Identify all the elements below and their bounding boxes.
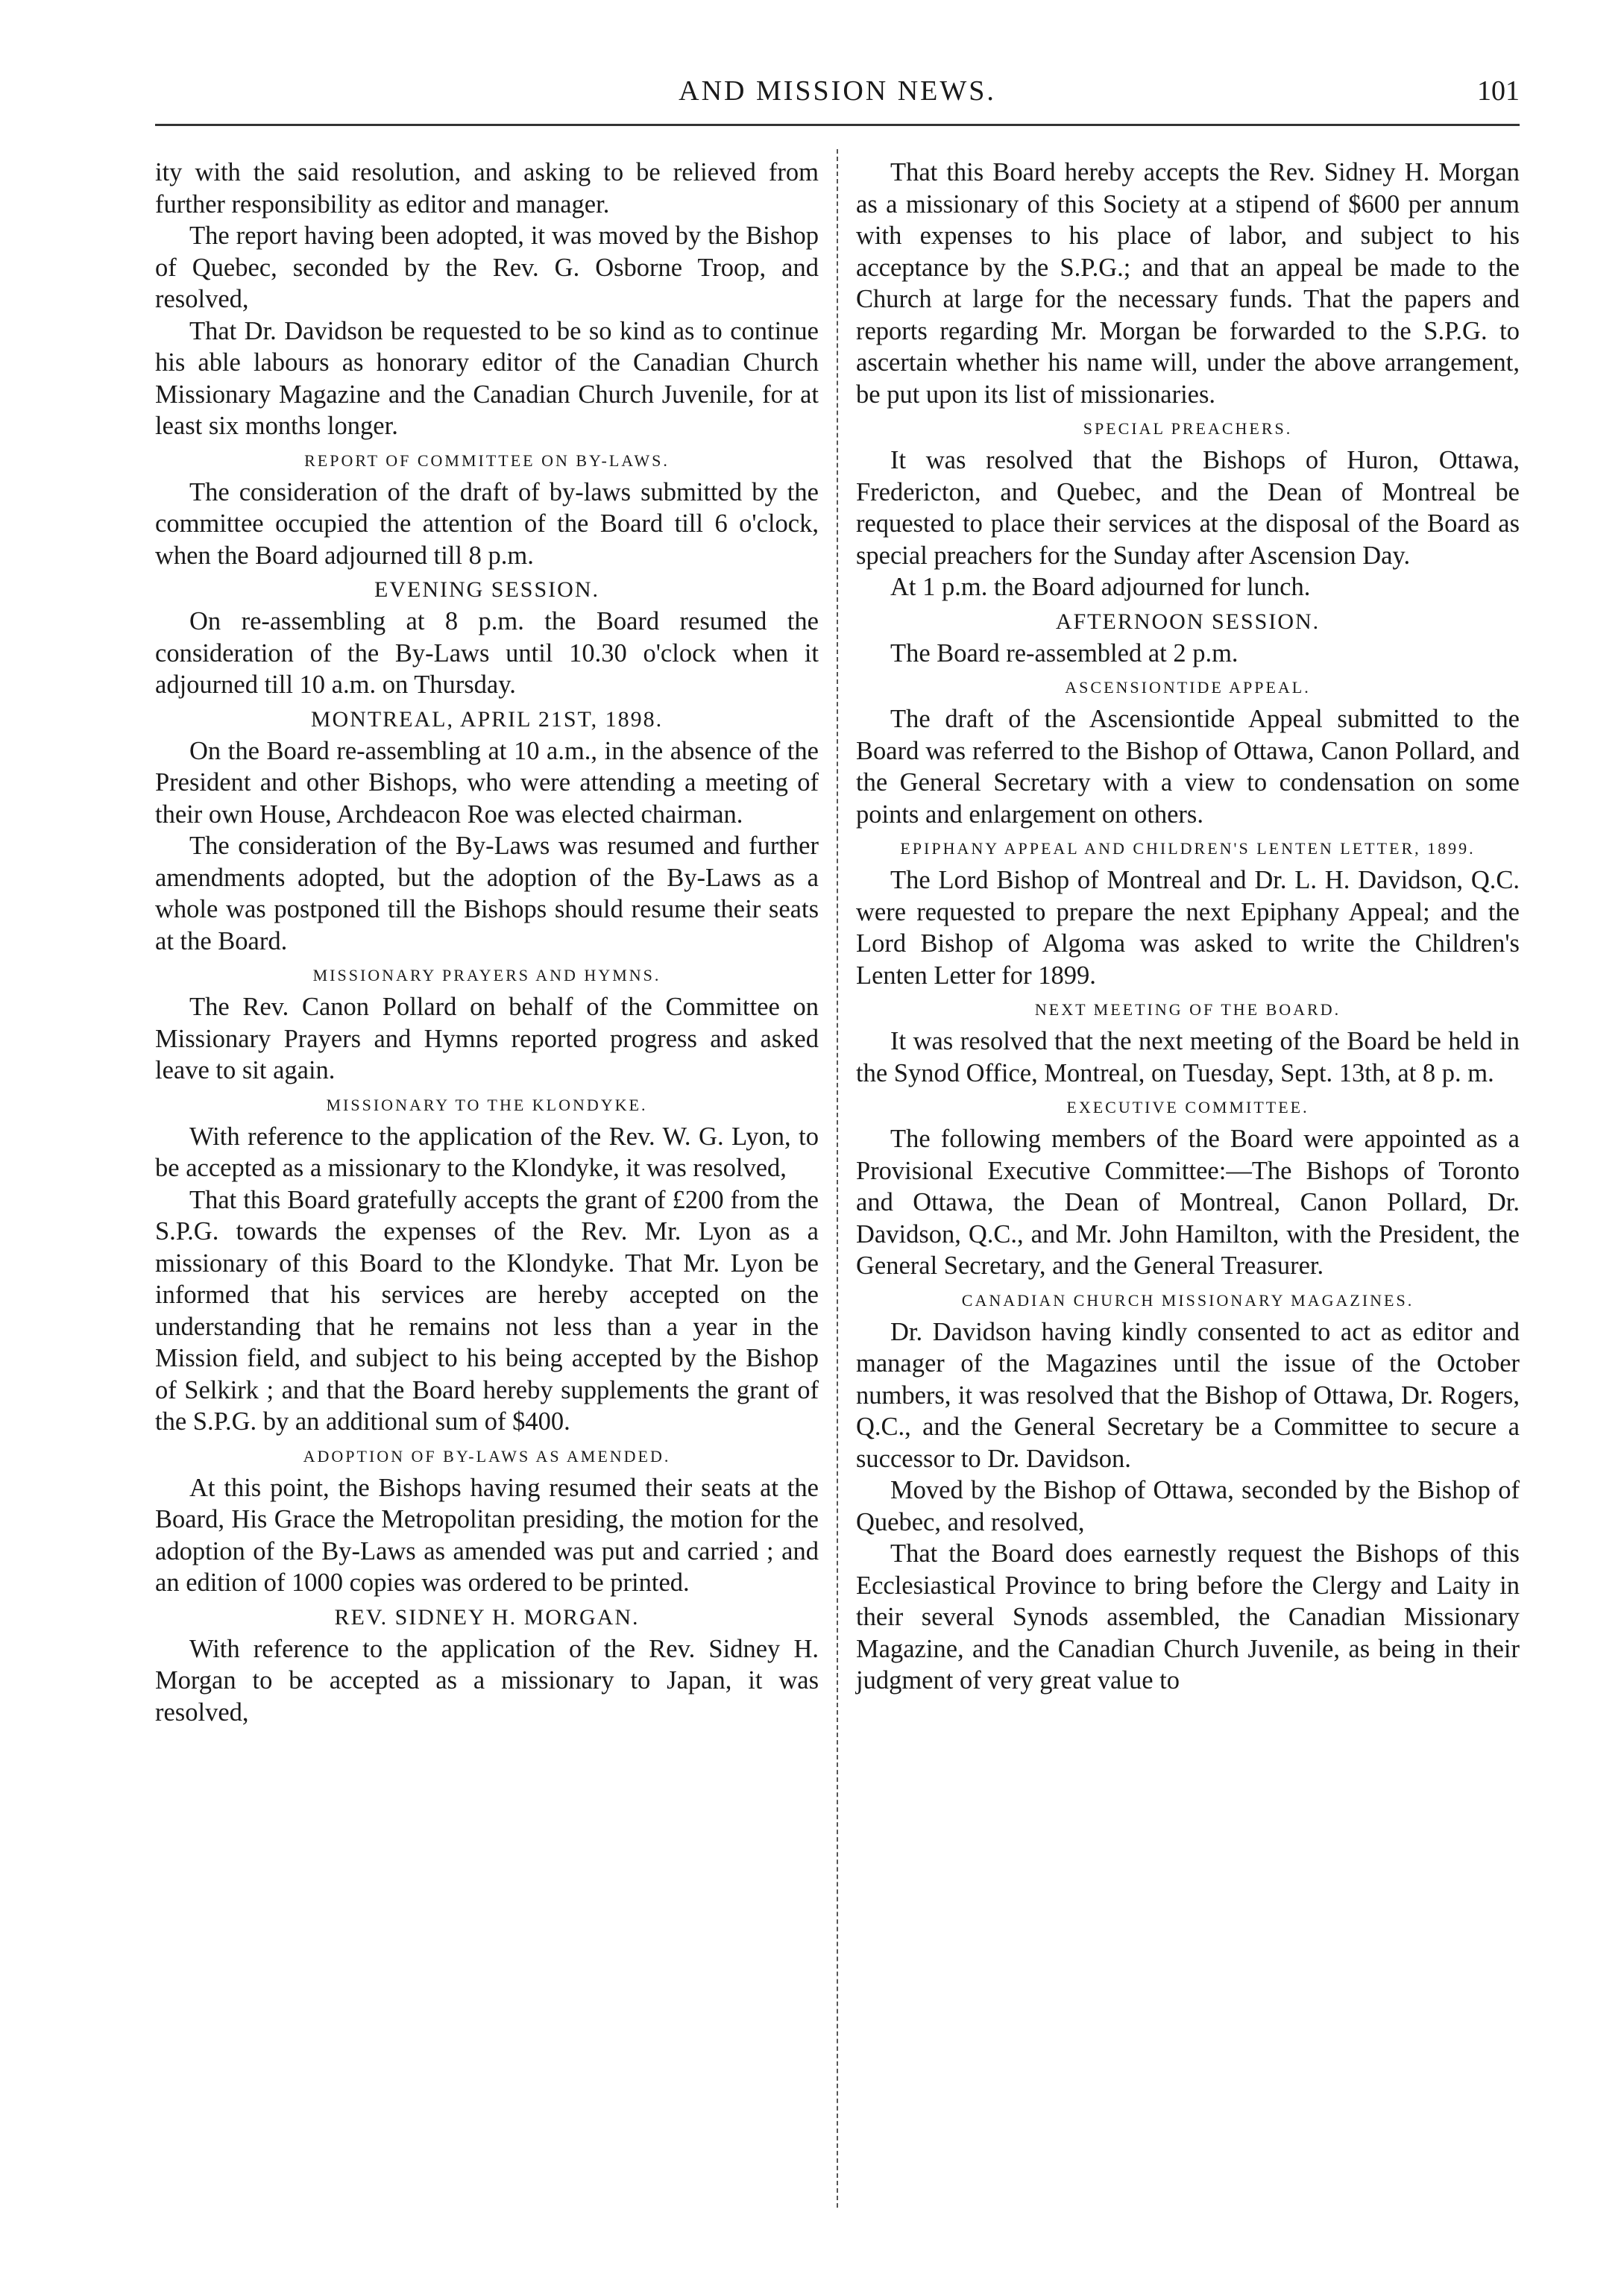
section-heading: NEXT MEETING OF THE BOARD. <box>1034 1000 1341 1019</box>
paragraph: It was resolved that the next meeting of the Board be held in the Synod Office, Montreal, on Tuesday, Sept. 13th, at 8 p. m. <box>856 1027 1520 1087</box>
page-header <box>155 75 1520 119</box>
paragraph: The consideration of the draft of by-laws submitted by the committee occupied the attention of the Board till 6 o'clock, when the Board adjourned till 8 p.m. <box>155 477 819 570</box>
page-number: 101 <box>1477 75 1520 107</box>
section-heading: EVENING SESSION. <box>374 577 599 602</box>
section-heading: CANADIAN CHURCH MISSIONARY MAGAZINES. <box>961 1290 1414 1310</box>
paragraph: The draft of the Ascensiontide Appeal submitted to the Board was referred to the Bishop of Ottawa, Canon Pollard, and the General Secretary with a view to condensation on some points and enlargement on others. <box>856 705 1520 829</box>
paragraph: That this Board hereby accepts the Rev. Sidney H. Morgan as a missionary of this Society at a stipend of $600 per annum with expenses to his place of labor, and subject to his acceptance by the S.P.G.; and that an appeal be made to the Church at large for the necessary funds. That the papers and reports regarding Mr. Morgan be forwarded to the S.P.G. to ascertain whether his name will, under the above arrangement, be put upon its list of missionaries. <box>856 158 1520 409</box>
paragraph: The Board re-assembled at 2 p.m. <box>890 638 1239 668</box>
section-heading: MONTREAL, APRIL 21ST, 1898. <box>310 706 664 732</box>
paragraph: On the Board re-assembling at 10 a.m., in the absence of the President and other Bishops, who were attending a meeting of their own House, Archdeacon Roe was elected chairman. <box>155 736 819 829</box>
running-title: AND MISSION NEWS. <box>679 75 996 107</box>
section-heading: AFTERNOON SESSION. <box>1055 609 1321 634</box>
paragraph: It was resolved that the Bishops of Huron, Ottawa, Fredericton, and Quebec, and the Dean of Montreal be requested to place their services at the disposal of the Board as special preachers for the Sunday after Ascension Day. <box>856 446 1520 570</box>
paragraph: With reference to the application of the Rev. Sidney H. Morgan to be accepted as a missionary to Japan, it was resolved, <box>155 1634 819 1727</box>
paragraph: That Dr. Davidson be requested to be so kind as to continue his able labours as honorary editor of the Canadian Church Missionary Magazine and the Canadian Church Juvenile, for at least six months longer. <box>155 316 819 440</box>
paragraph: ity with the said resolution, and asking to be relieved from further responsibility as editor and manager. <box>155 158 819 219</box>
section-heading: SPECIAL PREACHERS. <box>1083 419 1293 438</box>
paragraph: The report having been adopted, it was moved by the Bishop of Quebec, seconded by the Rev. G. Osborne Troop, and resolved, <box>155 222 819 313</box>
section-heading: ADOPTION OF BY-LAWS AS AMENDED. <box>303 1446 671 1466</box>
paragraph: Dr. Davidson having kindly consented to act as editor and manager of the Magazines until the issue of the October numbers, it was resolved that the Bishop of Ottawa, Dr. Rogers, Q.C., and the General Secretary be a Committee to secure a successor to Dr. Davidson. <box>856 1317 1520 1473</box>
paragraph: With reference to the application of the Rev. W. G. Lyon, to be accepted as a missionary to the Klondyke, it was resolved, <box>155 1122 819 1182</box>
paragraph: Moved by the Bishop of Ottawa, seconded by the Bishop of Quebec, and resolved, <box>856 1476 1520 1536</box>
section-heading: REV. SIDNEY H. MORGAN. <box>334 1604 640 1630</box>
left-column <box>155 157 819 1728</box>
paragraph: That the Board does earnestly request the Bishops of this Ecclesiastical Province to bring before the Clergy and Laity in their several Synods assembled, the Canadian Missionary Magazine, and the Canadian Church Juvenile, as being in their judgment of very great value to <box>856 1539 1520 1695</box>
paragraph: The consideration of the By-Laws was resumed and further amendments adopted, but the adoption of the By-Laws as a whole was postponed till the Bishops should resume their seats at the Board. <box>155 832 819 955</box>
section-heading: EPIPHANY APPEAL AND CHILDREN'S LENTEN LETTER, 1899. <box>900 839 1476 858</box>
section-heading: ASCENSIONTIDE APPEAL. <box>1065 678 1311 697</box>
paragraph: The Lord Bishop of Montreal and Dr. L. H. Davidson, Q.C. were requested to prepare the next Epiphany Appeal; and the Lord Bishop of Algoma was asked to write the Children's Lenten Letter for 1899. <box>856 866 1520 990</box>
paragraph: The following members of the Board were appointed as a Provisional Executive Committee:—The Bishops of Toronto and Ottawa, the Dean of Montreal, Canon Pollard, Dr. Davidson, Q.C., and Mr. John Hamilton, with the President, the General Secretary, and the General Treasurer. <box>856 1125 1520 1280</box>
right-column <box>856 157 1520 1697</box>
section-heading: REPORT OF COMMITTEE ON BY-LAWS. <box>304 450 670 470</box>
paragraph: On re-assembling at 8 p.m. the Board resumed the consideration of the By-Laws until 10.30 o'clock when it adjourned till 10 a.m. on Thursday. <box>155 607 819 699</box>
column-divider <box>837 149 838 2208</box>
paragraph: The Rev. Canon Pollard on behalf of the Committee on Missionary Prayers and Hymns reported progress and asked leave to sit again. <box>155 993 819 1084</box>
paragraph: At this point, the Bishops having resumed their seats at the Board, His Grace the Metropolitan presiding, the motion for the adoption of the By-Laws as amended was put and carried ; and an edition of 1000 copies was ordered to be printed. <box>155 1473 819 1597</box>
section-heading: MISSIONARY TO THE KLONDYKE. <box>326 1095 648 1114</box>
paragraph: That this Board gratefully accepts the grant of £200 from the S.P.G. towards the expenses of the Rev. Mr. Lyon as a missionary of this Board to the Klondyke. That Mr. Lyon be informed that his services are hereby accepted on the understanding that he remains not less than a year in the Mission field, and subject to his being accepted by the Bishop of Selkirk ; and that the Board hereby supplements the grant of the S.P.G. by an additional sum of $400. <box>155 1185 819 1436</box>
section-heading: EXECUTIVE COMMITTEE. <box>1066 1098 1309 1116</box>
header-rule <box>155 124 1520 126</box>
section-heading: MISSIONARY PRAYERS AND HYMNS. <box>312 966 661 984</box>
paragraph: At 1 p.m. the Board adjourned for lunch. <box>890 573 1311 601</box>
